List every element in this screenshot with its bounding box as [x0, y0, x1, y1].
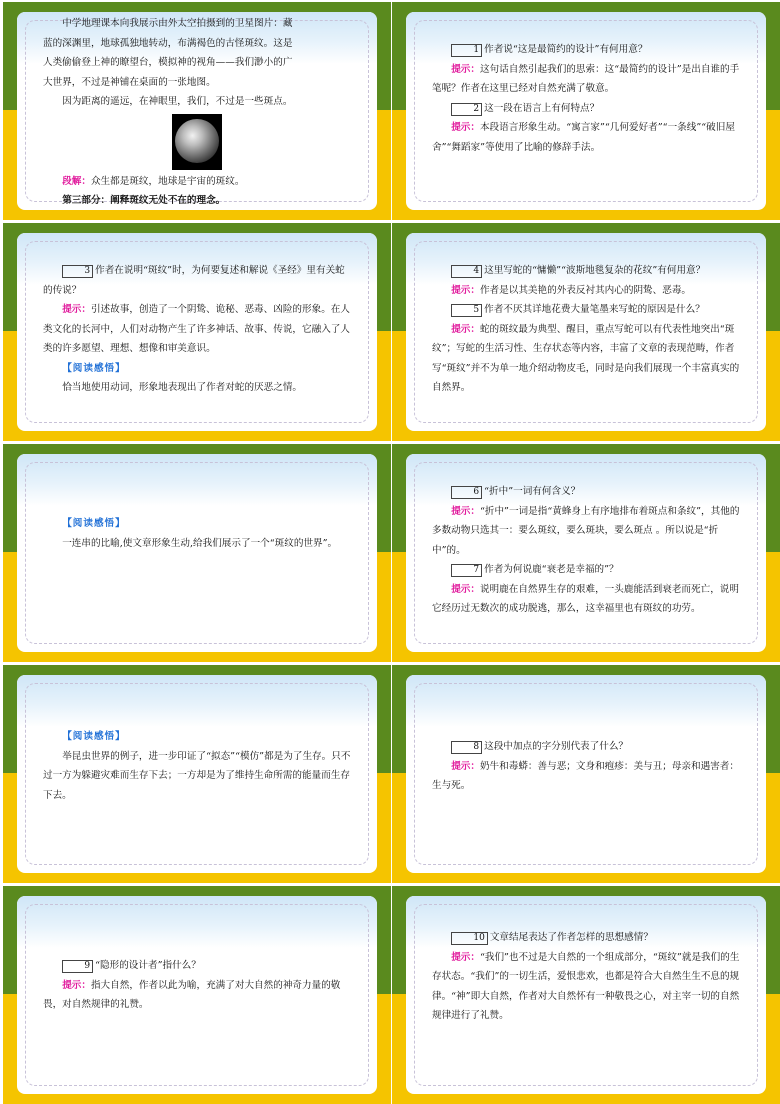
hint-label: 提示： [451, 323, 480, 335]
question-number: 2 [451, 103, 482, 116]
answer [432, 948, 740, 1026]
hint-label: 提示： [451, 583, 480, 595]
question-number: 8 [451, 741, 482, 754]
answer [432, 281, 740, 301]
gloss-heading [43, 514, 351, 534]
slide-7[interactable] [3, 665, 391, 883]
slide-3[interactable] [3, 223, 391, 441]
answer-text: “我们”也不过是大自然的一个组成部分，“斑纹”就是我们的生存状态。“我们”的一切生活，爱恨悲欢，也都是符合大自然生生不息的规律。“神”即大自然，作者对大自然怀有一种敬畏之心，对主宰一切的自然规律进行了礼赞。 [432, 951, 740, 1021]
question [432, 40, 740, 60]
answer-text: 蛇的斑纹最为典型、醒目，重点写蛇可以有代表性地突出“斑纹”；写蛇的生活习性、生存状态等内容，丰富了文章的表现范畴，作者写“斑纹”并不为单一地介绍动物皮毛，同时是向我们展现一个丰富真实的自然界。 [432, 323, 740, 393]
question-number: 6 [451, 486, 482, 499]
answer-text: 说明鹿在自然界生存的艰难，一头鹿能活到衰老而死亡，说明它经历过无数次的成功脱逃，那么，这幸福里也有斑纹的功劳。 [432, 583, 739, 614]
segment-note [43, 172, 351, 192]
question-number: 4 [451, 265, 482, 278]
question-text: 作者不厌其详地花费大量笔墨来写蛇的原因是什么？ [484, 304, 705, 315]
question-text: “隐形的设计者”指什么？ [95, 960, 201, 971]
part-three: 第三部分：阐释斑纹无处不在的理念。 [62, 195, 226, 206]
slide-card [406, 896, 766, 1094]
question-text: 这一段在语言上有何特点？ [484, 102, 600, 114]
question-number: 9 [62, 960, 93, 973]
answer-text: 这句话自然引起我们的思索：这“最简约的设计”是出自谁的手笔呢？作者在这里已经对自然充满了敬意。 [432, 63, 740, 94]
hint-label: 提示： [451, 63, 480, 75]
hint-label: 提示： [451, 505, 480, 517]
slide-card [17, 12, 377, 210]
hint-label: 提示： [62, 979, 91, 991]
question [432, 928, 740, 948]
slide-2[interactable] [392, 2, 780, 220]
gloss-label: 【阅读感悟】 [62, 731, 126, 742]
question [43, 261, 351, 300]
question-text: 文章结尾表达了作者怎样的思想感情？ [489, 932, 653, 943]
slide-card [406, 233, 766, 431]
gloss-text: 举昆虫世界的例子，进一步印证了“拟态”“模仿”都是为了生存。只不过一方为躲避灾难而生存下去；一方却是为了维持生命所需的能量而生存下去。 [43, 750, 351, 801]
slide-2-content [432, 40, 740, 157]
dashed-frame [25, 462, 369, 644]
slide-1[interactable] [3, 2, 391, 220]
earth-satellite-image [172, 114, 222, 170]
answer-text: “折中”一词是指“黄蜂身上有序地排布着斑点和条纹”，其他的多数动物只选其一：要么斑纹，要么斑块，要么斑点 。所以说是“折中”的。 [432, 505, 740, 556]
gloss-text: 一连串的比喻,使文章形象生动,给我们展示了一个“斑纹的世界”。 [62, 537, 338, 549]
gloss-text: 恰当地使用动词，形象地表现出了作者对蛇的厌恶之情。 [62, 382, 303, 393]
slide-card [17, 675, 377, 873]
slide-6-content [432, 482, 740, 619]
question [43, 956, 351, 976]
slide-8-content [432, 737, 740, 796]
answer-text: 指大自然，作者以此为喻，充满了对大自然的神奇力量的敬畏，对自然规律的礼赞。 [43, 979, 341, 1010]
hint-label: 提示： [451, 122, 480, 133]
hint-label: 提示： [451, 760, 480, 772]
gloss-heading [43, 359, 351, 379]
answer-text: 引述故事，创造了一个阴鸷、诡秘、恶毒、凶险的形象。在人类文化的长河中，人们对动物产生了许多神话、故事、传说，它融入了人类的许多愿望、理想、想像和审美意识。 [43, 304, 350, 354]
slide-card [406, 12, 766, 210]
answer [432, 757, 740, 796]
slide-8[interactable] [392, 665, 780, 883]
question-text: “折中”一词有何含义？ [484, 486, 581, 497]
slide-9[interactable] [3, 886, 391, 1104]
question [432, 300, 740, 320]
answer [432, 118, 740, 157]
text-line: 人类偷偷登上神的瞭望台，模拟神的视角——我们渺小的广 [43, 57, 293, 68]
gloss-label: 【阅读感悟】 [62, 518, 126, 529]
question [432, 482, 740, 502]
slide-5[interactable] [3, 444, 391, 662]
slide-5-content [43, 514, 351, 553]
segment-label: 段解： [62, 175, 91, 187]
question-number: 3 [62, 265, 93, 278]
answer [432, 60, 740, 99]
gloss-label: 【阅读感悟】 [62, 362, 126, 374]
text-line: 蓝的深渊里，地球孤独地转动，布满褐色的古怪斑纹。这是 [43, 37, 293, 49]
text-line: 大世界，不过是神铺在桌面的一张地图。 [43, 76, 216, 88]
slide-3-content [43, 261, 351, 398]
slide-6[interactable] [392, 444, 780, 662]
segment-text: 众生都是斑纹，地球是宇宙的斑纹。 [90, 175, 245, 187]
slide-card [17, 454, 377, 652]
text-line: 因为距离的遥远，在神眼里，我们，不过是一些斑点。 [62, 96, 293, 107]
slide-7-content [43, 727, 351, 805]
text-line: 中学地理课本向我展示由外太空拍摄到的卫星图片：藏 [62, 18, 293, 29]
slide-10[interactable] [392, 886, 780, 1104]
question [432, 560, 740, 580]
slide-card [406, 675, 766, 873]
answer-text: 奶牛和毒蟒：善与恶；文身和疱疹：美与丑；母亲和遇害者：生与死。 [432, 760, 739, 791]
slide-4-content [432, 261, 740, 398]
slide-10-content [432, 928, 740, 1026]
slide-card [17, 233, 377, 431]
question [432, 261, 740, 281]
answer-text: 作者是以其美艳的外表反衬其内心的阴鸷、恶毒。 [479, 284, 692, 296]
question-text: 作者为何说鹿“衰老是幸福的”？ [484, 564, 619, 575]
slide-card [406, 454, 766, 652]
question [432, 737, 740, 757]
answer-text: 本段语言形象生动。“寓言家”“几何爱好者”“一条线”“破旧屋舍”“舞蹈家”等使用了比喻的修辞手法。 [432, 122, 735, 153]
question-text: 作者说“这是最简约的设计”有何用意？ [484, 44, 648, 55]
question-text: 作者在说明“斑纹”时，为何要复述和解说《圣经》里有关蛇的传说？ [43, 265, 345, 296]
answer [43, 300, 351, 359]
question-text: 这段中加点的字分别代表了什么？ [484, 741, 629, 752]
question [432, 99, 740, 119]
question-number: 5 [451, 304, 482, 317]
globe-icon [175, 119, 219, 163]
question-number: 7 [451, 564, 482, 577]
gloss-heading [43, 727, 351, 747]
answer [432, 580, 740, 619]
question-number: 1 [451, 44, 482, 57]
answer [43, 976, 351, 1015]
hint-label: 提示： [451, 284, 480, 296]
answer [432, 502, 740, 561]
slide-1-content [43, 14, 351, 211]
answer [432, 320, 740, 398]
slide-9-content [43, 956, 351, 1015]
slide-card [17, 896, 377, 1094]
question-number: 10 [451, 932, 488, 945]
hint-label: 提示： [451, 951, 480, 963]
question-text: 这里写蛇的“慵懒”“波斯地毯复杂的花纹”有何用意？ [484, 265, 706, 276]
hint-label: 提示： [62, 304, 91, 315]
slide-4[interactable] [392, 223, 780, 441]
